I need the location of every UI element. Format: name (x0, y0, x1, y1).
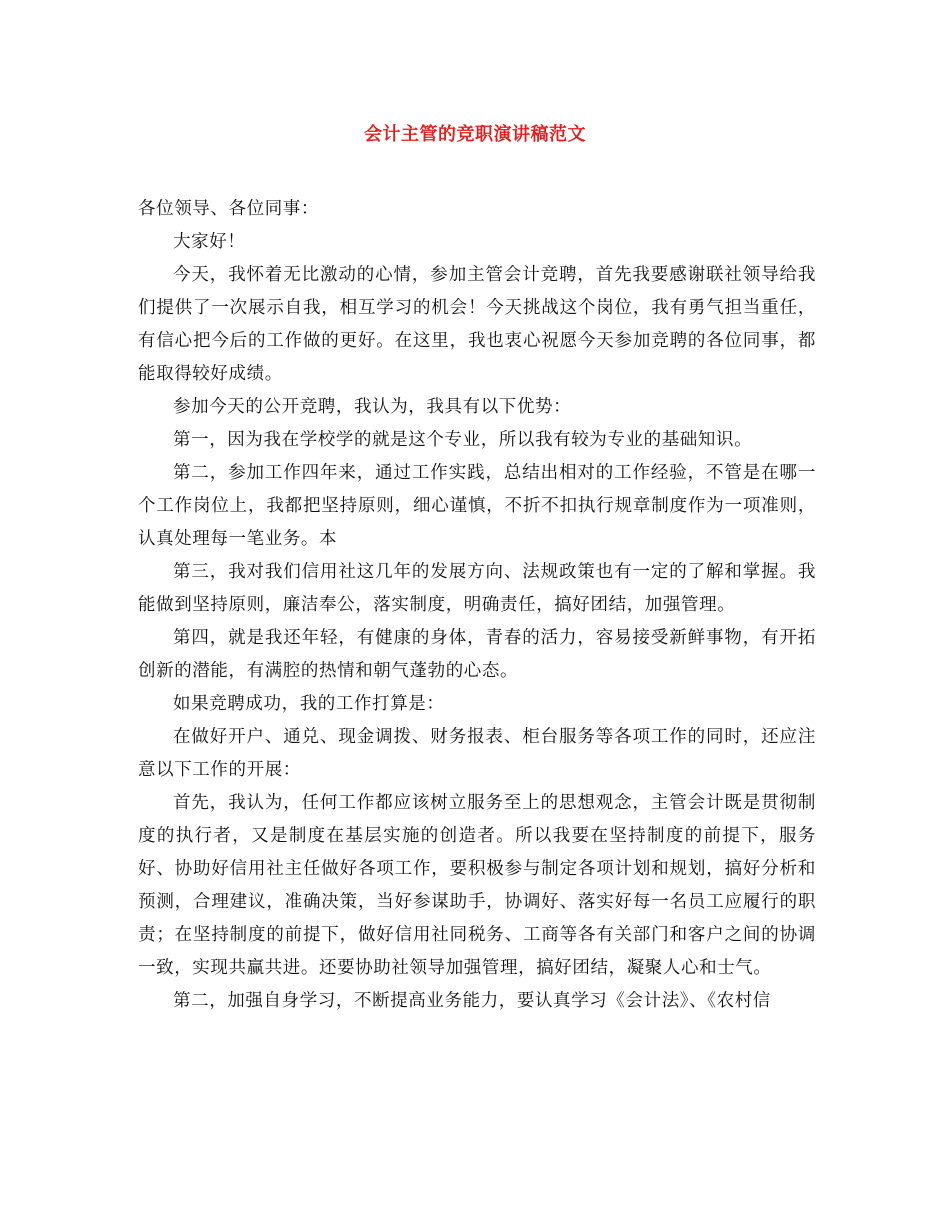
paragraph-advantage-4: 第四，就是我还年轻，有健康的身体，青春的活力，容易接受新鲜事物，有开拓创新的潜能，有满腔的热情和朝气蓬勃的心态。 (138, 628, 816, 681)
paragraph-plan-second: 第二，加强自身学习，不断提高业务能力，要认真学习《会计法》、《农村信 (173, 991, 771, 1011)
paragraph-advantages-lead: 参加今天的公开竞聘，我认为，我具有以下优势： (173, 397, 572, 417)
paragraph-advantage-3: 第三，我对我们信用社这几年的发展方向、法规政策也有一定的了解和掌握。我能做到坚持原则，廉洁奉公，落实制度，明确责任，搞好团结，加强管理。 (138, 562, 816, 615)
paragraph-plan-lead: 如果竞聘成功，我的工作打算是： (173, 694, 445, 714)
salutation: 各位领导、各位同事： (138, 199, 319, 219)
paragraph-advantage-1: 第一，因为我在学校学的就是这个专业，所以我有较为专业的基础知识。 (173, 430, 753, 450)
paragraph-greeting: 大家好！ (173, 232, 246, 252)
paragraph-plan-intro: 在做好开户、通兑、现金调拨、财务报表、柜台服务等各项工作的同时，还应注意以下工作的开展： (138, 727, 816, 780)
paragraph-advantage-2: 第二，参加工作四年来，通过工作实践，总结出相对的工作经验，不管是在哪一个工作岗位上，我都把坚持原则，细心谨慎，不折不扣执行规章制度作为一项准则，认真处理每一笔业务。本 (138, 463, 816, 549)
document-body (138, 193, 816, 1018)
document-title: 会计主管的竞职演讲稿范文 (364, 124, 586, 145)
paragraph-intro: 今天，我怀着无比激动的心情，参加主管会计竞聘，首先我要感谢联社领导给我们提供了一次展示自我，相互学习的机会！今天挑战这个岗位，我有勇气担当重任，有信心把今后的工作做的更好。在这里，我也衷心祝愿今天参加竞聘的各位同事，都能取得较好成绩。 (138, 265, 816, 384)
paragraph-plan-first: 首先，我认为，任何工作都应该树立服务至上的思想观念，主管会计既是贯彻制度的执行者，又是制度在基层实施的创造者。所以我要在坚持制度的前提下，服务好、协助好信用社主任做好各项工作，要积极参与制定各项计划和规划，搞好分析和预测，合理建议，准确决策，当好参谋助手，协调好、落实好每一名员工应履行的职责；在坚持制度的前提下，做好信用社同税务、工商等各有关部门和客户之间的协调一致，实现共赢共进。还要协助社领导加强管理，搞好团结，凝聚人心和士气。 (138, 793, 816, 978)
